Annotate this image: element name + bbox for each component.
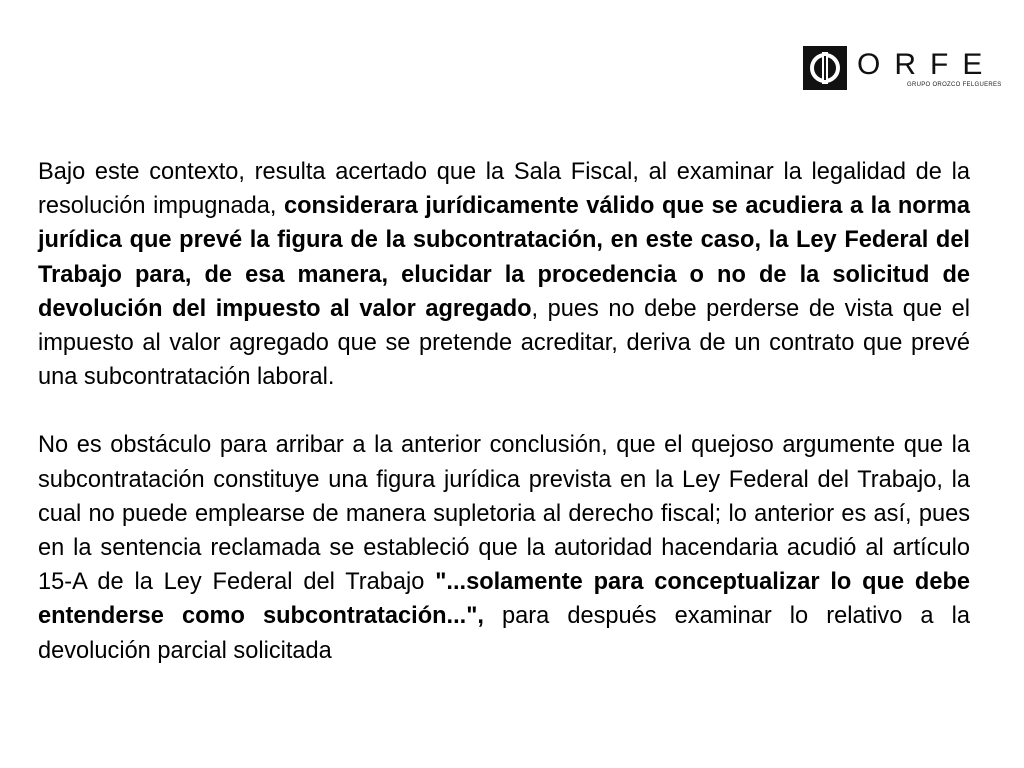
paragraph-2-text-b: para después examinar lo relativo a la devolución parcial solicitada bbox=[38, 603, 970, 664]
document-body bbox=[38, 155, 970, 668]
paragraph-1-text-b: , pues no debe perderse de vista que el impuesto al valor agregado que se pretende acreditar, deriva de un contrato que prevé una subcontratación laboral. bbox=[38, 295, 970, 391]
orfe-logo bbox=[803, 44, 1002, 94]
paragraph-1-text-a: Bajo este contexto, resulta acertado que la Sala Fiscal, al examinar la legalidad de la resolución impugnada, bbox=[38, 159, 970, 220]
paragraph-2-text-a: No es obstáculo para arribar a la anterior conclusión, que el quejoso argumente que la subcontratación constituye una figura jurídica prevista en la Ley Federal del Trabajo, la cual no puede emplearse de manera supletoria al derecho fiscal; lo anterior es así, pues en la sentencia reclamada se estableció que la autoridad hacendaria acudió al artículo 15-A de la Ley Federal del Trabajo bbox=[38, 432, 970, 596]
orfe-logo-mark-icon bbox=[803, 46, 847, 90]
logo-subtitle: GRUPO OROZCO FELGUERES bbox=[907, 82, 1002, 88]
paragraph-1 bbox=[38, 155, 970, 394]
logo-name: ORFE bbox=[857, 48, 997, 81]
paragraph-2 bbox=[38, 428, 970, 667]
paragraph-1-bold-text: considerara jurídicamente válido que se acudiera a la norma jurídica que prevé la figura de la subcontratación, en este caso, la Ley Federal del Trabajo para, de esa manera, elucidar la procedencia o no de la solicitud de devolución del impuesto al valor agregado bbox=[38, 193, 970, 322]
paragraph-2-bold-quote: "...solamente para conceptualizar lo que debe entenderse como subcontratación...", bbox=[38, 569, 970, 630]
